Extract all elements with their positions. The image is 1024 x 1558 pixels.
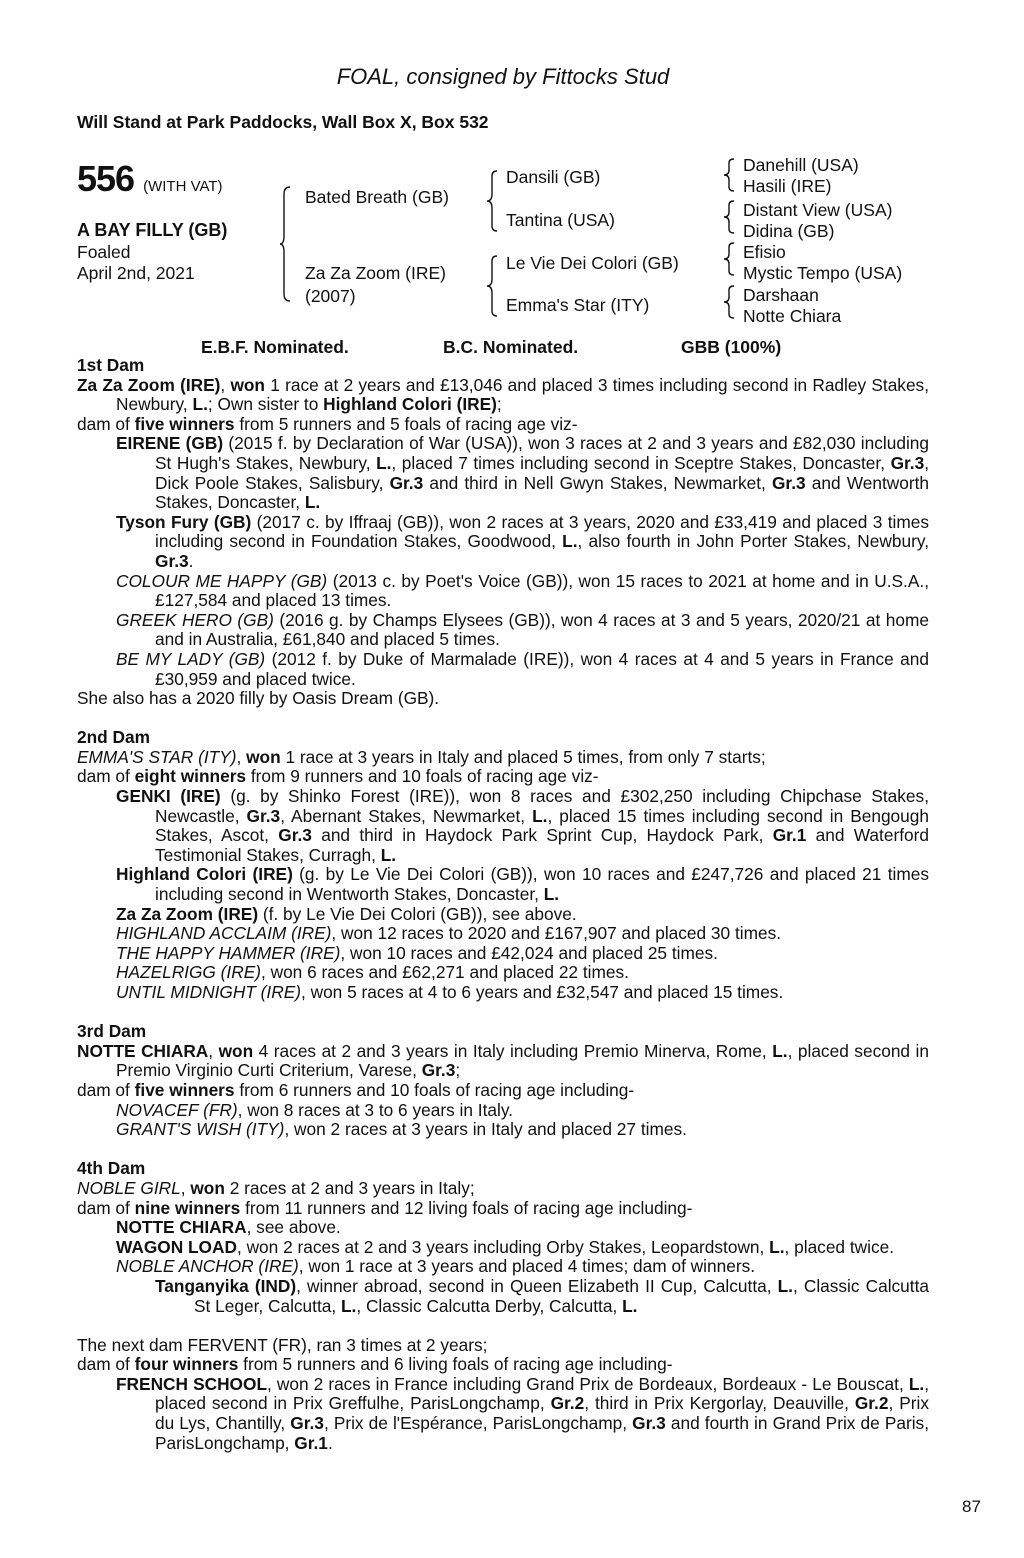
pedigree-entry [77, 1355, 929, 1375]
bold-text: Gr.3 [389, 472, 424, 493]
text: and third in Nell Gwyn Stakes, Newmarket, [423, 472, 772, 493]
gen3-horse: Darshaan [743, 285, 819, 305]
text: , Prix du Lys, Chantilly, [155, 1393, 929, 1434]
text: , won 6 races and £62,271 and placed 22 times. [260, 962, 629, 983]
text: from 9 runners and 10 foals of racing age viz- [246, 766, 599, 787]
horse-name: A BAY FILLY (GB) [77, 220, 228, 240]
pedigree-entry [77, 1257, 929, 1277]
pedigree-entry [77, 905, 929, 925]
bold-text: L. [304, 492, 321, 513]
text: (2012 f. by Duke of Marmalade (IRE)), won 4 races at 4 and 5 years in France and £30,959 and placed twice. [155, 648, 929, 689]
spacer [77, 709, 929, 729]
text: (g. by Le Vie Dei Colori (GB)), won 10 races and £247,726 and placed 21 times including second in Wentworth Stakes, Doncaster, [155, 864, 929, 905]
gen3-horse: Didina (GB) [743, 221, 835, 241]
bold-text: Gr.3 [771, 472, 806, 493]
bold-text: FRENCH SCHOOL [116, 1373, 267, 1394]
text: , won 2 races at 2 and 3 years including Orby Stakes, Leopardstown, [236, 1236, 770, 1257]
bold-text: won [246, 746, 281, 767]
text: , won 5 races at 4 to 6 years and £32,547 and placed 15 times. [300, 982, 784, 1002]
bold-text: L. [772, 1040, 788, 1061]
foaled-label: Foaled [77, 242, 131, 262]
text: , [180, 1177, 191, 1198]
italic-text: HAZELRIGG (IRE) [116, 962, 261, 983]
text: , also fourth in John Porter Stakes, Newbury, [577, 531, 930, 552]
bold-text: eight winners [134, 766, 247, 787]
bold-text: L. [340, 1295, 357, 1316]
bold-text: Gr.1 [772, 825, 807, 846]
text: . [188, 550, 194, 571]
text: (2013 c. by Poet's Voice (GB)), won 15 races to 2021 at home and in U.S.A., £127,584 and placed 13 times. [155, 570, 929, 611]
bold-text: L. [908, 1373, 925, 1394]
bold-text: NOTTE CHIARA [77, 1040, 209, 1061]
text: ; [496, 394, 502, 415]
pedigree-entry [77, 767, 929, 787]
pedigree-entry [77, 1179, 929, 1199]
bold-text: WAGON LOAD [116, 1236, 237, 1257]
italic-text: HIGHLAND ACCLAIM (IRE) [116, 923, 332, 944]
bold-text: Highland Colori (IRE) [323, 394, 497, 415]
pedigree-entry [77, 650, 929, 689]
pedigree-entry [77, 1042, 929, 1081]
gen2-horse: Dansili (GB) [506, 167, 601, 187]
pedigree-entry [77, 787, 929, 865]
text: , placed 15 times including second in Bengough Stakes, Ascot, [155, 805, 929, 846]
brace-icon [724, 285, 736, 319]
pedigree-entry [77, 1101, 929, 1121]
bc-nomination: B.C. Nominated. [443, 337, 579, 357]
brace-icon [724, 200, 736, 234]
pedigree-entry [77, 924, 929, 944]
pedigree-entry [77, 572, 929, 611]
text: , see above. [246, 1217, 341, 1238]
bold-text: L. [192, 394, 208, 415]
text: , placed second in Premio Virginio Curti Criterium, Varese, [116, 1040, 929, 1081]
pedigree-entry [77, 1277, 929, 1316]
pedigree-entry [77, 1199, 929, 1219]
bold-text: Tanganyika (IND) [155, 1275, 297, 1296]
brace-icon [724, 158, 736, 192]
pedigree-entry [77, 611, 929, 650]
italic-text: UNTIL MIDNIGHT (IRE) [116, 982, 301, 1002]
pedigree-entry [77, 415, 929, 435]
foaled-date: April 2nd, 2021 [77, 263, 195, 283]
text: 4 races at 2 and 3 years in Italy including Premio Minerva, Rome, [253, 1040, 773, 1061]
section-heading [77, 1159, 929, 1179]
lot-number [77, 158, 223, 200]
gen3-horse: Mystic Tempo (USA) [743, 263, 903, 283]
text: She also has a 2020 filly by Oasis Dream (GB). [77, 688, 440, 709]
bold-text: Gr.3 [632, 1413, 666, 1434]
brace-icon [724, 242, 736, 276]
italic-text: EMMA'S STAR (ITY) [77, 746, 237, 767]
text: , won 2 races in France including Grand Prix de Bordeaux, Bordeaux - Le Bouscat, [267, 1373, 909, 1394]
text: 1 race at 2 years and £13,046 and placed 3 times including second in Radley Stakes, Newbury, [116, 374, 930, 415]
dam: Za Za Zoom (IRE) [305, 263, 446, 283]
text: , [208, 1040, 219, 1061]
text: , third in Prix Kergorlay, Deauville, [584, 1393, 855, 1414]
italic-text: COLOUR ME HAPPY (GB) [116, 570, 328, 591]
bold-text: L. [380, 844, 397, 865]
pedigree-entry [77, 748, 929, 768]
page-title: FOAL, consigned by Fittocks Stud [336, 64, 670, 89]
text: , placed second in Prix Greffulhe, ParisLongchamp, [155, 1373, 929, 1414]
text: , won 12 races to 2020 and £167,907 and placed 30 times. [331, 923, 782, 944]
section-heading [77, 728, 929, 748]
page-number: 87 [962, 1497, 981, 1516]
bold-text: 4th Dam [77, 1158, 146, 1179]
bold-text: five winners [134, 413, 235, 434]
pedigree-entry [77, 1375, 929, 1453]
text: . [327, 1432, 333, 1453]
lot-number-value: 556 [77, 158, 135, 199]
text: ; Own sister to [207, 394, 324, 415]
bold-text: Za Za Zoom (IRE) [116, 903, 259, 924]
italic-text: NOBLE ANCHOR (IRE) [116, 1256, 299, 1277]
bold-text: L. [376, 452, 392, 473]
text: dam of [77, 1354, 135, 1375]
gen3-horse: Distant View (USA) [743, 200, 893, 220]
spacer [77, 1316, 929, 1336]
text: and third in Haydock Park Sprint Cup, Haydock Park, [311, 825, 773, 846]
pedigree-entry [77, 513, 929, 572]
italic-text: NOBLE GIRL [77, 1177, 181, 1198]
bold-text: Tyson Fury (GB) [116, 511, 252, 532]
section-heading [77, 356, 929, 376]
text: from 5 runners and 6 living foals of racing age including- [238, 1354, 673, 1375]
dam-year: (2007) [305, 286, 356, 306]
pedigree-entry [77, 1120, 929, 1140]
bold-text: won [190, 1177, 225, 1198]
pedigree-entry [77, 1238, 929, 1258]
text: , Prix de l'Espérance, ParisLongchamp, [323, 1413, 633, 1434]
bold-text: Gr.1 [294, 1432, 328, 1453]
bold-text: L. [532, 805, 548, 826]
gen2-horse: Tantina (USA) [506, 210, 615, 230]
bold-text: nine winners [134, 1197, 241, 1218]
pedigree-entry [77, 434, 929, 512]
bold-text: won [230, 374, 265, 395]
text: , placed 7 times including second in Sceptre Stakes, Doncaster, [391, 452, 891, 473]
bold-text: NOTTE CHIARA [116, 1217, 247, 1238]
spacer [77, 1003, 929, 1023]
text: (2017 c. by Iffraaj (GB)), won 2 races at 3 years, 2020 and £33,419 and placed 3 times including second in Foundation Stakes, Goodwood, [155, 511, 929, 552]
brace-icon [487, 255, 499, 317]
bold-text: L. [562, 531, 578, 552]
text: 1 race at 3 years in Italy and placed 5 times, from only 7 starts; [280, 746, 766, 767]
pedigree-entry [77, 865, 929, 904]
bold-text: L. [769, 1236, 785, 1257]
pedigree-entry [77, 1336, 929, 1356]
bold-text: GENKI (IRE) [116, 786, 221, 807]
text: dam of [77, 1197, 135, 1218]
italic-text: BE MY LADY (GB) [116, 648, 266, 669]
text: , [220, 374, 231, 395]
text: , [236, 746, 247, 767]
text: , Classic Calcutta St Leger, Calcutta, [194, 1275, 929, 1316]
bold-text: EIRENE (GB) [116, 433, 224, 454]
bold-text: Gr.2 [550, 1393, 585, 1414]
bold-text: Highland Colori (IRE) [116, 864, 293, 885]
gen3-horse: Notte Chiara [743, 306, 842, 326]
text: dam of [77, 413, 135, 434]
brace-icon [280, 186, 292, 302]
pedigree-entry [77, 689, 929, 709]
text: , winner abroad, second in Queen Elizabeth II Cup, Calcutta, [296, 1275, 778, 1296]
bold-text: Gr.3 [246, 805, 281, 826]
bold-text: five winners [134, 1079, 235, 1100]
bold-text: Gr.3 [290, 1413, 324, 1434]
gen3-horse: Danehill (USA) [743, 155, 859, 175]
bold-text: Za Za Zoom (IRE) [77, 374, 221, 395]
text: and Wentworth Stakes, Doncaster, [155, 472, 930, 513]
brace-icon [487, 170, 499, 232]
text: (2016 g. by Champs Elysees (GB)), won 4 races at 3 and 5 years, 2020/21 at home and in Australia, £61,840 and placed 5 times. [155, 609, 929, 650]
bold-text: Gr.3 [890, 452, 925, 473]
text: dam of [77, 766, 135, 787]
pedigree-entry [77, 963, 929, 983]
gen2-horse: Emma's Star (ITY) [506, 295, 650, 315]
text: (g. by Shinko Forest (IRE)), won 8 races and £302,250 including Chipchase Stakes, Newcastle, [155, 786, 929, 826]
text: , won 2 races at 3 years in Italy and placed 27 times. [284, 1119, 687, 1140]
text: from 5 runners and 5 foals of racing age viz- [234, 413, 578, 434]
pedigree-entry [77, 1218, 929, 1238]
text: (f. by Le Vie Dei Colori (GB)), see above. [258, 903, 577, 924]
sire: Bated Breath (GB) [305, 187, 449, 207]
bold-text: L. [622, 1295, 638, 1316]
italic-text: GREEK HERO (GB) [116, 609, 274, 630]
vat-note: (WITH VAT) [143, 178, 223, 195]
bold-text: four winners [134, 1354, 239, 1375]
gen3-horse: Hasili (IRE) [743, 176, 832, 196]
bold-text: Gr.3 [421, 1060, 456, 1081]
stand-location: Will Stand at Park Paddocks, Wall Box X, Box 532 [77, 112, 489, 132]
text: , Dick Poole Stakes, Salisbury, [155, 452, 930, 493]
bold-text: L. [777, 1275, 793, 1296]
italic-text: GRANT'S WISH (ITY) [116, 1119, 285, 1140]
gbb-status: GBB (100%) [681, 337, 782, 357]
text: from 6 runners and 10 foals of racing age including- [234, 1079, 635, 1100]
bold-text: L. [543, 884, 560, 905]
bold-text: Gr.3 [278, 825, 312, 846]
text: dam of [77, 1079, 135, 1100]
text: , Abernant Stakes, Newmarket, [280, 805, 533, 826]
bold-text: 2nd Dam [77, 727, 150, 748]
text: ; [455, 1060, 461, 1081]
text: , won 8 races at 3 to 6 years in Italy. [237, 1099, 513, 1120]
text: , Classic Calcutta Derby, Calcutta, [356, 1295, 623, 1316]
text: , won 10 races and £42,024 and placed 25 times. [340, 942, 718, 963]
bold-text: 1st Dam [77, 355, 145, 375]
italic-text: THE HAPPY HAMMER (IRE) [116, 942, 341, 963]
gen3-horse: Efisio [743, 242, 786, 262]
bold-text: Gr.3 [155, 550, 189, 571]
section-heading [77, 1022, 929, 1042]
text: (2015 f. by Declaration of War (USA)), won 3 races at 2 and 3 years and £82,030 including St Hugh's Stakes, Newbury, [155, 433, 929, 473]
pedigree-entry [77, 983, 929, 1003]
gen2-horse: Le Vie Dei Colori (GB) [506, 253, 679, 273]
ebf-nomination: E.B.F. Nominated. [201, 337, 349, 357]
spacer [77, 1140, 929, 1160]
text: and Waterford Testimonial Stakes, Curragh, [155, 825, 929, 865]
text: , placed twice. [784, 1236, 895, 1257]
text: , won 1 race at 3 years and placed 4 times; dam of winners. [298, 1256, 756, 1277]
pedigree-entry [77, 1081, 929, 1101]
text: The next dam FERVENT (FR), ran 3 times at 2 years; [77, 1334, 488, 1355]
italic-text: NOVACEF (FR) [116, 1099, 238, 1120]
bold-text: 3rd Dam [77, 1021, 147, 1042]
text: from 11 runners and 12 living foals of racing age including- [240, 1197, 693, 1218]
text: 2 races at 2 and 3 years in Italy; [224, 1177, 475, 1198]
text: and fourth in Grand Prix de Paris, ParisLongchamp, [155, 1413, 929, 1453]
produce-record [77, 356, 929, 1453]
bold-text: Gr.2 [854, 1393, 889, 1414]
bold-text: won [218, 1040, 254, 1061]
pedigree-entry [77, 944, 929, 964]
pedigree-entry [77, 376, 929, 415]
